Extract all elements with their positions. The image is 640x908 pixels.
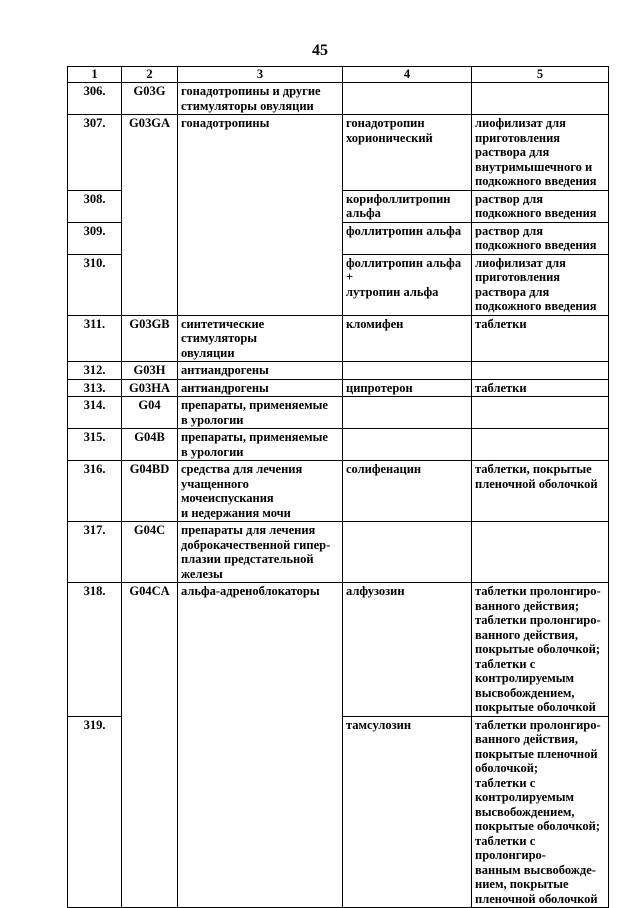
atc-group-text: препараты, применяемые в урологии [181, 398, 328, 427]
atc-group-text: альфа-адреноблокаторы [181, 584, 320, 598]
atc-group [178, 583, 343, 908]
table-row [68, 583, 609, 717]
row-number: 315. [68, 429, 122, 461]
row-number: 307. [68, 115, 122, 191]
atc-code: G03GB [122, 315, 178, 362]
dosage-form [472, 362, 609, 380]
atc-group [178, 429, 343, 461]
column-header: 1 [68, 67, 122, 83]
atc-code: G04C [122, 522, 178, 583]
drug-name-text: солифенацин [346, 462, 422, 476]
table-row [68, 83, 609, 115]
drug-name [343, 379, 472, 397]
table-row [68, 315, 609, 362]
atc-code: G03H [122, 362, 178, 380]
dosage-form [472, 461, 609, 522]
dosage-form-text: лиофилизат для приготовления раствора для подкожного введения [475, 255, 597, 313]
drug-name-text: фоллитропин альфа [346, 223, 462, 238]
dosage-form-text: раствор для подкожного введения [475, 223, 597, 252]
dosage-form-text: раствор для подкожного введения [475, 191, 597, 220]
atc-group-text: средства для лечения учащенного мочеиспускания и недержания мочи [181, 462, 303, 520]
atc-group-text: препараты для лечения доброкачественной гипер- плазии предстательной железы [181, 523, 331, 581]
header-row [68, 67, 609, 83]
atc-group-text: гонадотропины [181, 116, 270, 130]
row-number: 310. [68, 254, 122, 315]
drug-name [343, 222, 472, 254]
table-row [68, 379, 609, 397]
atc-group-text: антиандрогены [181, 380, 269, 395]
drug-name [343, 583, 472, 717]
atc-group [178, 397, 343, 429]
drug-name [343, 397, 472, 429]
atc-code: G03G [122, 83, 178, 115]
atc-group [178, 522, 343, 583]
dosage-form [472, 716, 609, 908]
atc-group [178, 115, 343, 316]
drug-name [343, 83, 472, 115]
table-row [68, 362, 609, 380]
dosage-form [472, 83, 609, 115]
dosage-form-text: таблетки пролонгиро- ванного действия, покрытые пленочной оболочкой; таблетки с контролируемым высвобождением, покрытые оболочкой; таблетки с пролонгиро- ванным высвобожде- нием, покрытые пленочной оболочкой [475, 717, 601, 906]
drug-name [343, 115, 472, 191]
atc-group-text: антиандрогены [181, 363, 269, 377]
atc-group [178, 362, 343, 380]
drug-name [343, 315, 472, 362]
row-number: 316. [68, 461, 122, 522]
drug-table [67, 66, 609, 908]
atc-group [178, 315, 343, 362]
page-number: 45 [312, 42, 328, 59]
drug-name [343, 362, 472, 380]
row-number: 317. [68, 522, 122, 583]
atc-code: G04 [122, 397, 178, 429]
row-number: 306. [68, 83, 122, 115]
drug-name-text: ципротерон [346, 380, 413, 395]
dosage-form [472, 583, 609, 717]
atc-group [178, 83, 343, 115]
drug-name-text: алфузозин [346, 584, 405, 598]
atc-code: G04CA [122, 583, 178, 908]
drug-name [343, 429, 472, 461]
row-number: 312. [68, 362, 122, 380]
dosage-form [472, 254, 609, 315]
row-number: 309. [68, 222, 122, 254]
dosage-form [472, 315, 609, 362]
drug-name [343, 254, 472, 315]
dosage-form [472, 522, 609, 583]
row-number: 308. [68, 190, 122, 222]
dosage-form-text: таблетки пролонгиро- ванного действия; таблетки пролонгиро- ванного действия, покрытые оболочкой; таблетки с контролируемым высвобождением, покрытые оболочкой [475, 584, 601, 714]
column-header: 5 [472, 67, 609, 83]
column-header: 3 [178, 67, 343, 83]
drug-name-text: тамсулозин [346, 717, 412, 732]
row-number: 311. [68, 315, 122, 362]
table-row [68, 115, 609, 191]
column-header: 2 [122, 67, 178, 83]
dosage-form [472, 222, 609, 254]
row-number: 313. [68, 379, 122, 397]
row-number: 314. [68, 397, 122, 429]
dosage-form [472, 379, 609, 397]
drug-name [343, 190, 472, 222]
table-row [68, 522, 609, 583]
drug-name-text: кломифен [346, 316, 404, 331]
atc-group-text: гонадотропины и другие стимуляторы овуляции [181, 84, 321, 113]
drug-name-text: фоллитропин альфа + лутропин альфа [346, 255, 462, 299]
atc-group-text: препараты, применяемые в урологии [181, 430, 328, 459]
drug-name-text: гонадотропин хорионический [346, 116, 433, 145]
atc-group-text: синтетические стимуляторы овуляции [181, 316, 265, 360]
drug-name [343, 461, 472, 522]
dosage-form-text: таблетки [475, 380, 527, 395]
atc-code: G03HA [122, 379, 178, 397]
row-number: 318. [68, 583, 122, 717]
atc-code: G03GA [122, 115, 178, 316]
dosage-form [472, 429, 609, 461]
atc-code: G04BD [122, 461, 178, 522]
atc-group [178, 461, 343, 522]
dosage-form-text: таблетки, покрытые пленочной оболочкой [475, 462, 598, 491]
row-number: 319. [68, 716, 122, 908]
table-row [68, 429, 609, 461]
dosage-form [472, 115, 609, 191]
dosage-form-text: таблетки [475, 316, 527, 331]
atc-code: G04B [122, 429, 178, 461]
dosage-form [472, 190, 609, 222]
dosage-form [472, 397, 609, 429]
drug-name [343, 522, 472, 583]
drug-name [343, 716, 472, 908]
table-row [68, 397, 609, 429]
table-row [68, 461, 609, 522]
atc-group [178, 379, 343, 397]
column-header: 4 [343, 67, 472, 83]
drug-name-text: корифоллитропин альфа [346, 191, 451, 220]
dosage-form-text: лиофилизат для приготовления раствора для внутримышечного и подкожного введения [475, 116, 597, 188]
